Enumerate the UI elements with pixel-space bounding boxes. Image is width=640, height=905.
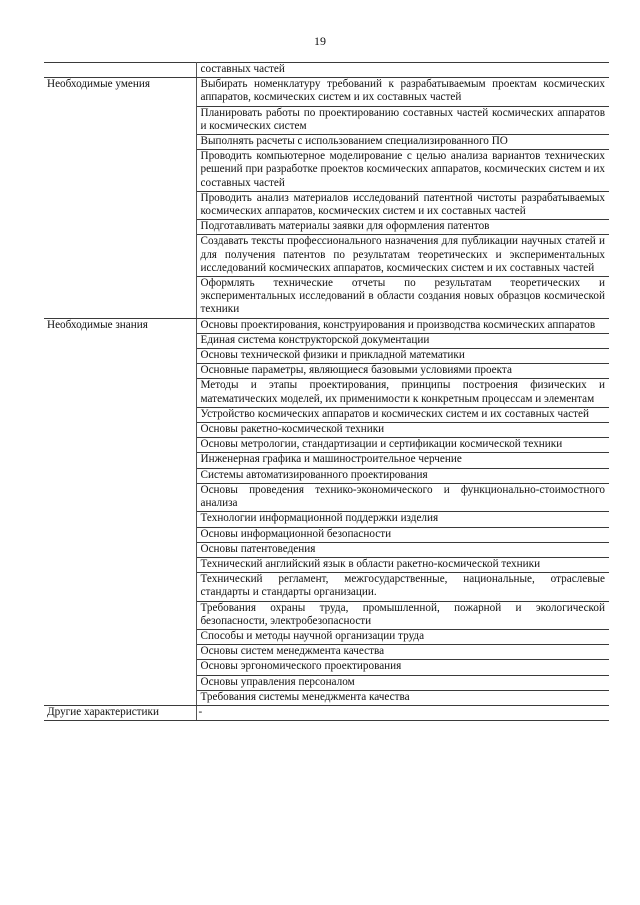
page-number: 19	[314, 34, 326, 48]
skills-label: Необходимые умения	[44, 78, 196, 318]
table-row	[44, 78, 609, 106]
knowledge-item: Инженерная графика и машиностроительное черчение	[196, 453, 609, 468]
skill-item: Создавать тексты профессионального назначения для публикации научных статей и для получения патентов по результатам теоретических и экспериментальных исследований космических аппаратов, космических систем и их составных частей	[196, 235, 609, 277]
knowledge-item: Основы технической физики и прикладной математики	[196, 349, 609, 364]
knowledge-item: Основы эргономического проектирования	[196, 660, 609, 675]
knowledge-item: Основы ракетно-космической техники	[196, 423, 609, 438]
skill-item: Оформлять технические отчеты по результатам теоретических и экспериментальных исследований в области создания новых образцов космической техники	[196, 277, 609, 319]
knowledge-item: Системы автоматизированного проектирования	[196, 468, 609, 483]
knowledge-item: Технологии информационной поддержки изделия	[196, 512, 609, 527]
knowledge-item: Основы патентоведения	[196, 542, 609, 557]
table-row	[44, 705, 609, 720]
knowledge-item: Технический регламент, межгосударственные, национальные, отраслевые стандарты и стандарты организации.	[196, 573, 609, 601]
skill-item: Проводить компьютерное моделирование с целью анализа вариантов технических решений при разработке проектов космических аппаратов, космических систем и их составных частей	[196, 150, 609, 192]
knowledge-item: Основные параметры, являющиеся базовыми условиями проекта	[196, 364, 609, 379]
other-label: Другие характеристики	[44, 705, 196, 720]
table-row	[44, 318, 609, 333]
knowledge-item: Основы управления персоналом	[196, 675, 609, 690]
knowledge-item: Основы информационной безопасности	[196, 527, 609, 542]
knowledge-item: Способы и методы научной организации труда	[196, 629, 609, 644]
knowledge-item: Технический английский язык в области ракетно-космической техники	[196, 557, 609, 572]
skill-item: Выбирать номенклатуру требований к разрабатываемым проектам космических аппаратов, космических систем и их составных частей	[196, 78, 609, 106]
knowledge-item: Единая система конструкторской документации	[196, 333, 609, 348]
requirements-table	[44, 62, 609, 721]
knowledge-item: Основы метрологии, стандартизации и сертификации космической техники	[196, 438, 609, 453]
skill-item: Выполнять расчеты с использованием специализированного ПО	[196, 135, 609, 150]
knowledge-item: Требования охраны труда, промышленной, пожарной и экологической безопасности, электробезопасности	[196, 601, 609, 629]
continuation-cell: составных частей	[196, 63, 609, 78]
other-value: -	[196, 705, 609, 720]
knowledge-item: Основы проектирования, конструирования и производства космических аппаратов	[196, 318, 609, 333]
skill-item: Планировать работы по проектированию составных частей космических аппаратов и космических систем	[196, 106, 609, 134]
table-row	[44, 63, 609, 78]
knowledge-label: Необходимые знания	[44, 318, 196, 705]
knowledge-item: Основы проведения технико-экономического и функционально-стоимостного анализа	[196, 483, 609, 511]
knowledge-item: Требования системы менеджмента качества	[196, 690, 609, 705]
knowledge-item: Устройство космических аппаратов и космических систем и их составных частей	[196, 407, 609, 422]
empty-label-cell	[44, 63, 196, 78]
knowledge-item: Методы и этапы проектирования, принципы построения физических и математических моделей, их применимости к конкретным процессам и элементам	[196, 379, 609, 407]
skill-item: Проводить анализ материалов исследований патентной чистоты разрабатываемых космических аппаратов, космических систем и их составных частей	[196, 191, 609, 219]
knowledge-item: Основы систем менеджмента качества	[196, 645, 609, 660]
skill-item: Подготавливать материалы заявки для оформления патентов	[196, 220, 609, 235]
